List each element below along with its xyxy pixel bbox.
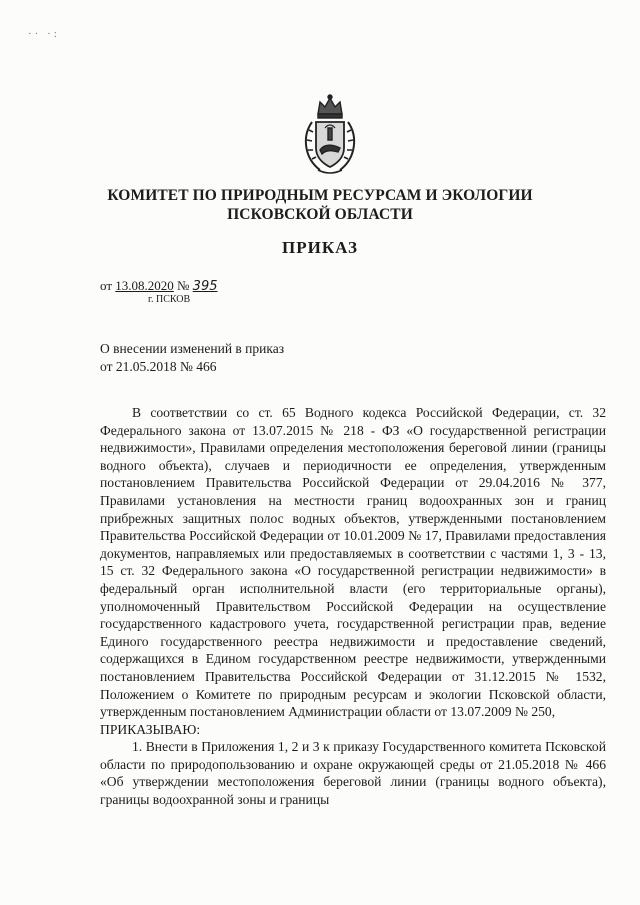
document-body [100, 404, 606, 809]
organization-name-line1: КОМИТЕТ ПО ПРИРОДНЫМ РЕСУРСАМ И ЭКОЛОГИИ [107, 187, 533, 204]
coat-of-arms-emblem [298, 92, 362, 176]
order-date: 13.08.2020 [115, 278, 174, 293]
date-number-line [100, 278, 218, 294]
preamble-paragraph: В соответствии со ст. 65 Водного кодекса Российской Федерации, ст. 32 Федерального закона от 13.07.2015 № 218 - ФЗ «О государственной регистрации недвижимости», Правилами определения местоположения береговой линии (границы водного объекта), случаев и периодичности ее определения, утвержденным постановлением Правительства Российской Федерации от 29.04.2016 № 377, Правилами установления на местности границ водоохранных зон и границ прибрежных защитных полос водных объектов, утвержденными постановлением Правительства Российской Федерации от 10.01.2009 № 17, Правилами предоставления документов, направляемых или предоставляемых в соответствии с частями 1, 3 - 13, 15 ст. 32 Федерального закона «О государственной регистрации недвижимости» в федеральный орган исполнительной власти (его территориальные органы), уполномоченный Правительством Российской Федерации на осуществление государственного кадастрового учета, государственной регистрации прав, ведение Единого государственного реестра недвижимости и предоставление сведений, содержащихся в Едином государственном реестре недвижимости, утвержденными постановлением Правительства Российской Федерации от 31.12.2015 № 1532, Положением о Комитете по природным ресурсам и экологии Псковской области, утвержденным постановлением Администрации области от 13.07.2009 № 250, [100, 405, 606, 720]
date-prefix: от [100, 278, 116, 293]
order-subject [100, 340, 284, 375]
order-word: ПРИКАЗЫВАЮ: [100, 721, 201, 737]
subject-line1: О внесении изменений в приказ [100, 341, 285, 356]
organization-name [0, 186, 640, 224]
item-1-paragraph: 1. Внести в Приложения 1, 2 и 3 к приказу Государственного комитета Псковской области по природопользованию и охране окружающей среды от 21.05.2018 № 466 «Об утверждении местоположения береговой линии (границы водного объекта), границы водоохранной зоны и границы [100, 739, 606, 808]
subject-line2: от 21.05.2018 № 466 [100, 358, 217, 374]
document-title: ПРИКАЗ [282, 238, 358, 257]
number-prefix: № [173, 278, 193, 293]
organization-name-line2: ПСКОВСКОЙ ОБЛАСТИ [227, 206, 413, 223]
scan-specks: ·· ·: [28, 28, 60, 40]
city-label: г. ПСКОВ [148, 294, 191, 305]
order-number: 395 [192, 279, 218, 294]
